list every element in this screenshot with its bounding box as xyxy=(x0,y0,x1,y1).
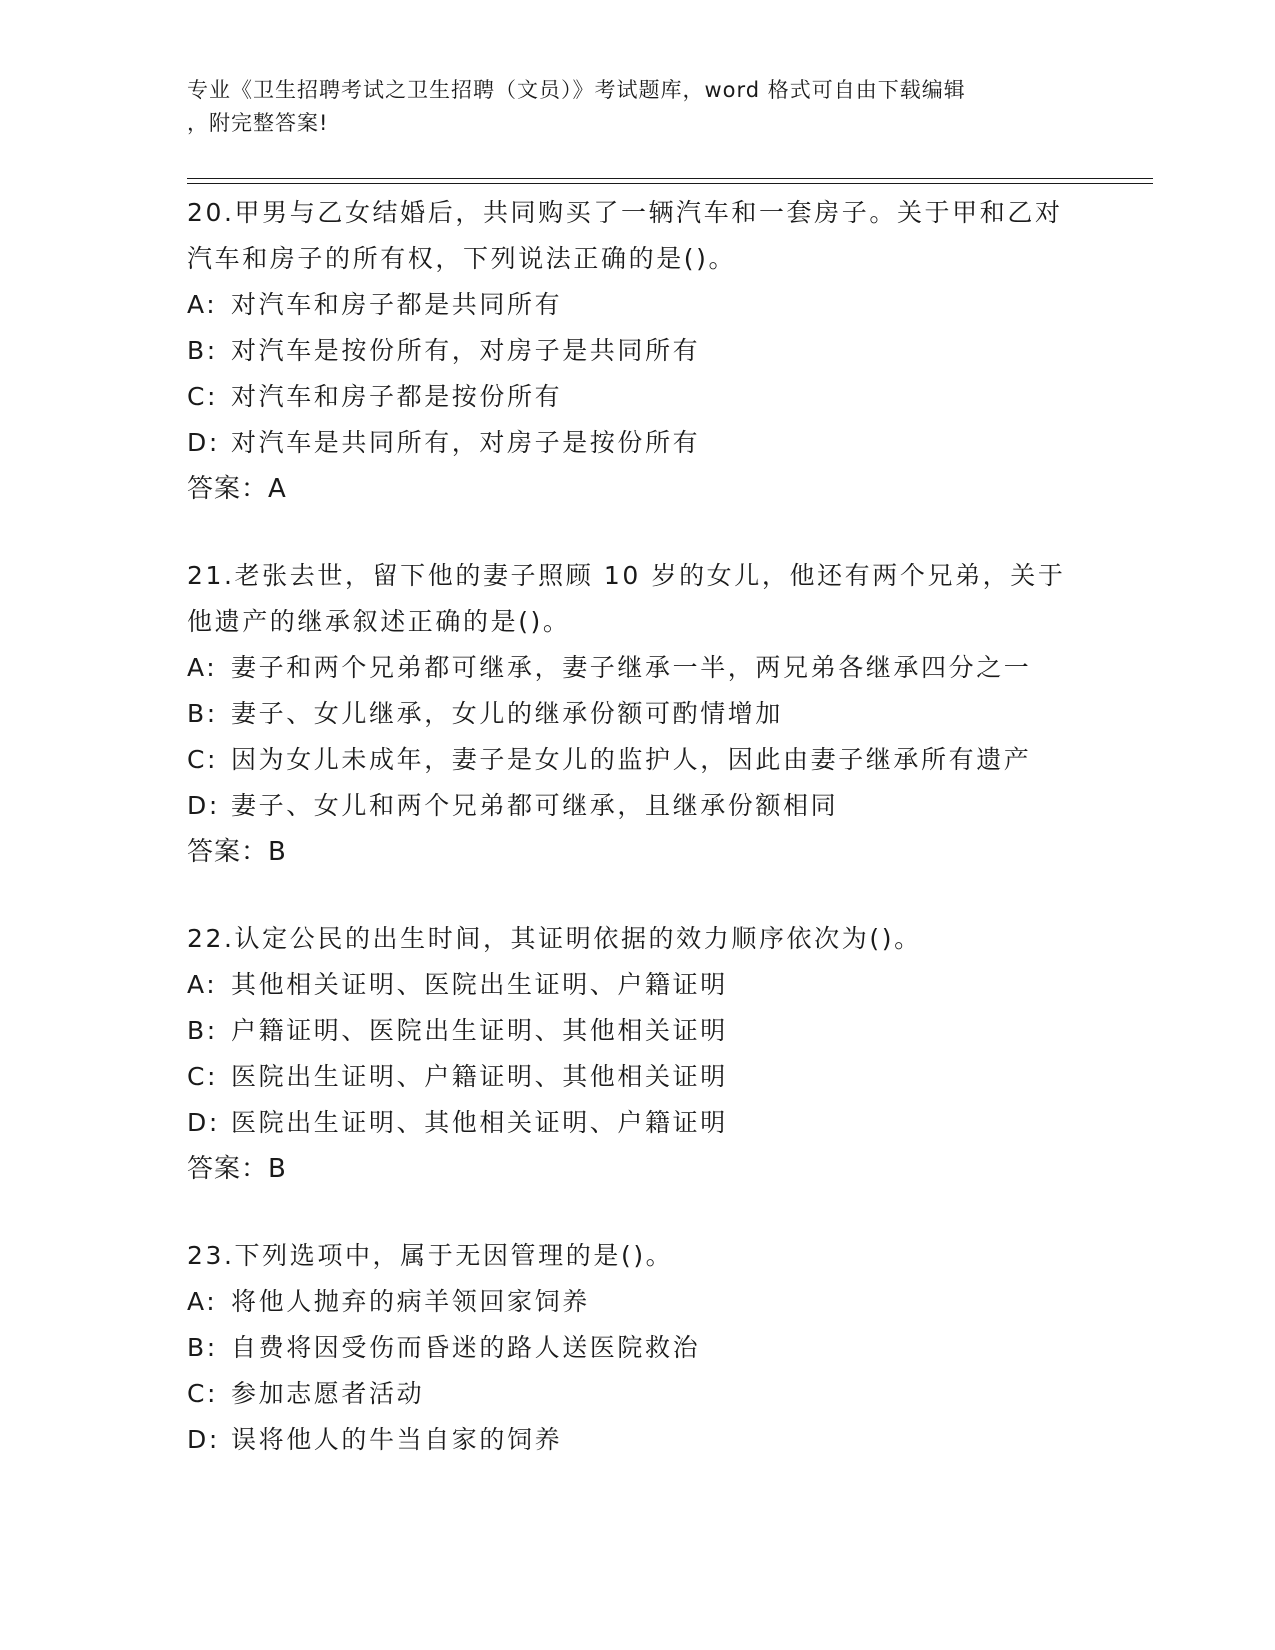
option-letter: C: xyxy=(187,1062,219,1091)
option-text: 因为女儿未成年，妻子是女儿的监护人，因此由妻子继承所有遗产 xyxy=(231,745,1032,774)
answer-line: 答案：A xyxy=(187,474,287,504)
option-text: 妻子、女儿继承，女儿的继承份额可酌情增加 xyxy=(231,699,784,728)
option-letter: D: xyxy=(187,791,220,820)
option-d xyxy=(187,783,1087,829)
option-letter: A: xyxy=(187,970,218,999)
option-a xyxy=(187,1279,1087,1325)
option-c xyxy=(187,737,1087,783)
header-divider-top xyxy=(187,178,1153,179)
option-c xyxy=(187,374,1087,420)
answer-line: 答案：B xyxy=(187,837,287,867)
option-c xyxy=(187,1054,1087,1100)
option-text: 对汽车和房子都是按份所有 xyxy=(231,382,563,411)
option-text: 妻子、女儿和两个兄弟都可继承，且继承份额相同 xyxy=(231,791,839,820)
option-letter: D: xyxy=(187,1108,220,1137)
question-23 xyxy=(187,1233,1087,1463)
option-letter: B: xyxy=(187,699,218,728)
option-letter: B: xyxy=(187,1016,218,1045)
question-stem: 20.甲男与乙女结婚后，共同购买了一辆汽车和一套房子。关于甲和乙对汽车和房子的所有权，下列说法正确的是()。 xyxy=(187,198,1063,273)
option-text: 对汽车和房子都是共同所有 xyxy=(231,290,563,319)
header-line-2: ，附完整答案! xyxy=(187,111,329,135)
option-letter: C: xyxy=(187,1379,219,1408)
header-line-1: 专业《卫生招聘考试之卫生招聘（文员）》考试题库，word 格式可自由下载编辑 xyxy=(187,78,966,102)
option-letter: A: xyxy=(187,290,218,319)
option-text: 将他人抛弃的病羊领回家饲养 xyxy=(231,1287,590,1316)
option-b xyxy=(187,691,1087,737)
option-text: 参加志愿者活动 xyxy=(231,1379,425,1408)
option-text: 其他相关证明、医院出生证明、户籍证明 xyxy=(231,970,728,999)
answer-line: 答案：B xyxy=(187,1154,287,1184)
option-letter: B: xyxy=(187,1333,218,1362)
option-letter: A: xyxy=(187,1287,218,1316)
question-list xyxy=(187,190,1087,1463)
option-letter: B: xyxy=(187,336,218,365)
option-letter: A: xyxy=(187,653,218,682)
question-stem: 21.老张去世，留下他的妻子照顾 10 岁的女儿，他还有两个兄弟，关于他遗产的继承叙述正确的是()。 xyxy=(187,561,1066,636)
option-letter: C: xyxy=(187,382,219,411)
header-divider-bottom xyxy=(187,183,1153,184)
option-d xyxy=(187,1100,1087,1146)
option-letter: C: xyxy=(187,745,219,774)
question-20 xyxy=(187,190,1087,512)
option-text: 户籍证明、医院出生证明、其他相关证明 xyxy=(231,1016,728,1045)
option-text: 对汽车是共同所有，对房子是按份所有 xyxy=(231,428,701,457)
question-stem: 23.下列选项中，属于无因管理的是()。 xyxy=(187,1241,674,1270)
option-text: 医院出生证明、其他相关证明、户籍证明 xyxy=(231,1108,728,1137)
option-b xyxy=(187,1008,1087,1054)
option-a xyxy=(187,645,1087,691)
option-a xyxy=(187,962,1087,1008)
option-text: 医院出生证明、户籍证明、其他相关证明 xyxy=(231,1062,728,1091)
option-text: 自费将因受伤而昏迷的路人送医院救治 xyxy=(231,1333,701,1362)
option-letter: D: xyxy=(187,428,220,457)
question-21 xyxy=(187,553,1087,875)
question-22 xyxy=(187,916,1087,1192)
option-b xyxy=(187,328,1087,374)
option-b xyxy=(187,1325,1087,1371)
option-c xyxy=(187,1371,1087,1417)
option-letter: D: xyxy=(187,1425,220,1454)
option-a xyxy=(187,282,1087,328)
option-text: 对汽车是按份所有，对房子是共同所有 xyxy=(231,336,701,365)
question-stem: 22.认定公民的出生时间，其证明依据的效力顺序依次为()。 xyxy=(187,924,922,953)
option-d xyxy=(187,1417,1087,1463)
document-header xyxy=(187,74,1067,140)
option-text: 误将他人的牛当自家的饲养 xyxy=(231,1425,563,1454)
option-text: 妻子和两个兄弟都可继承，妻子继承一半，两兄弟各继承四分之一 xyxy=(231,653,1032,682)
option-d xyxy=(187,420,1087,466)
